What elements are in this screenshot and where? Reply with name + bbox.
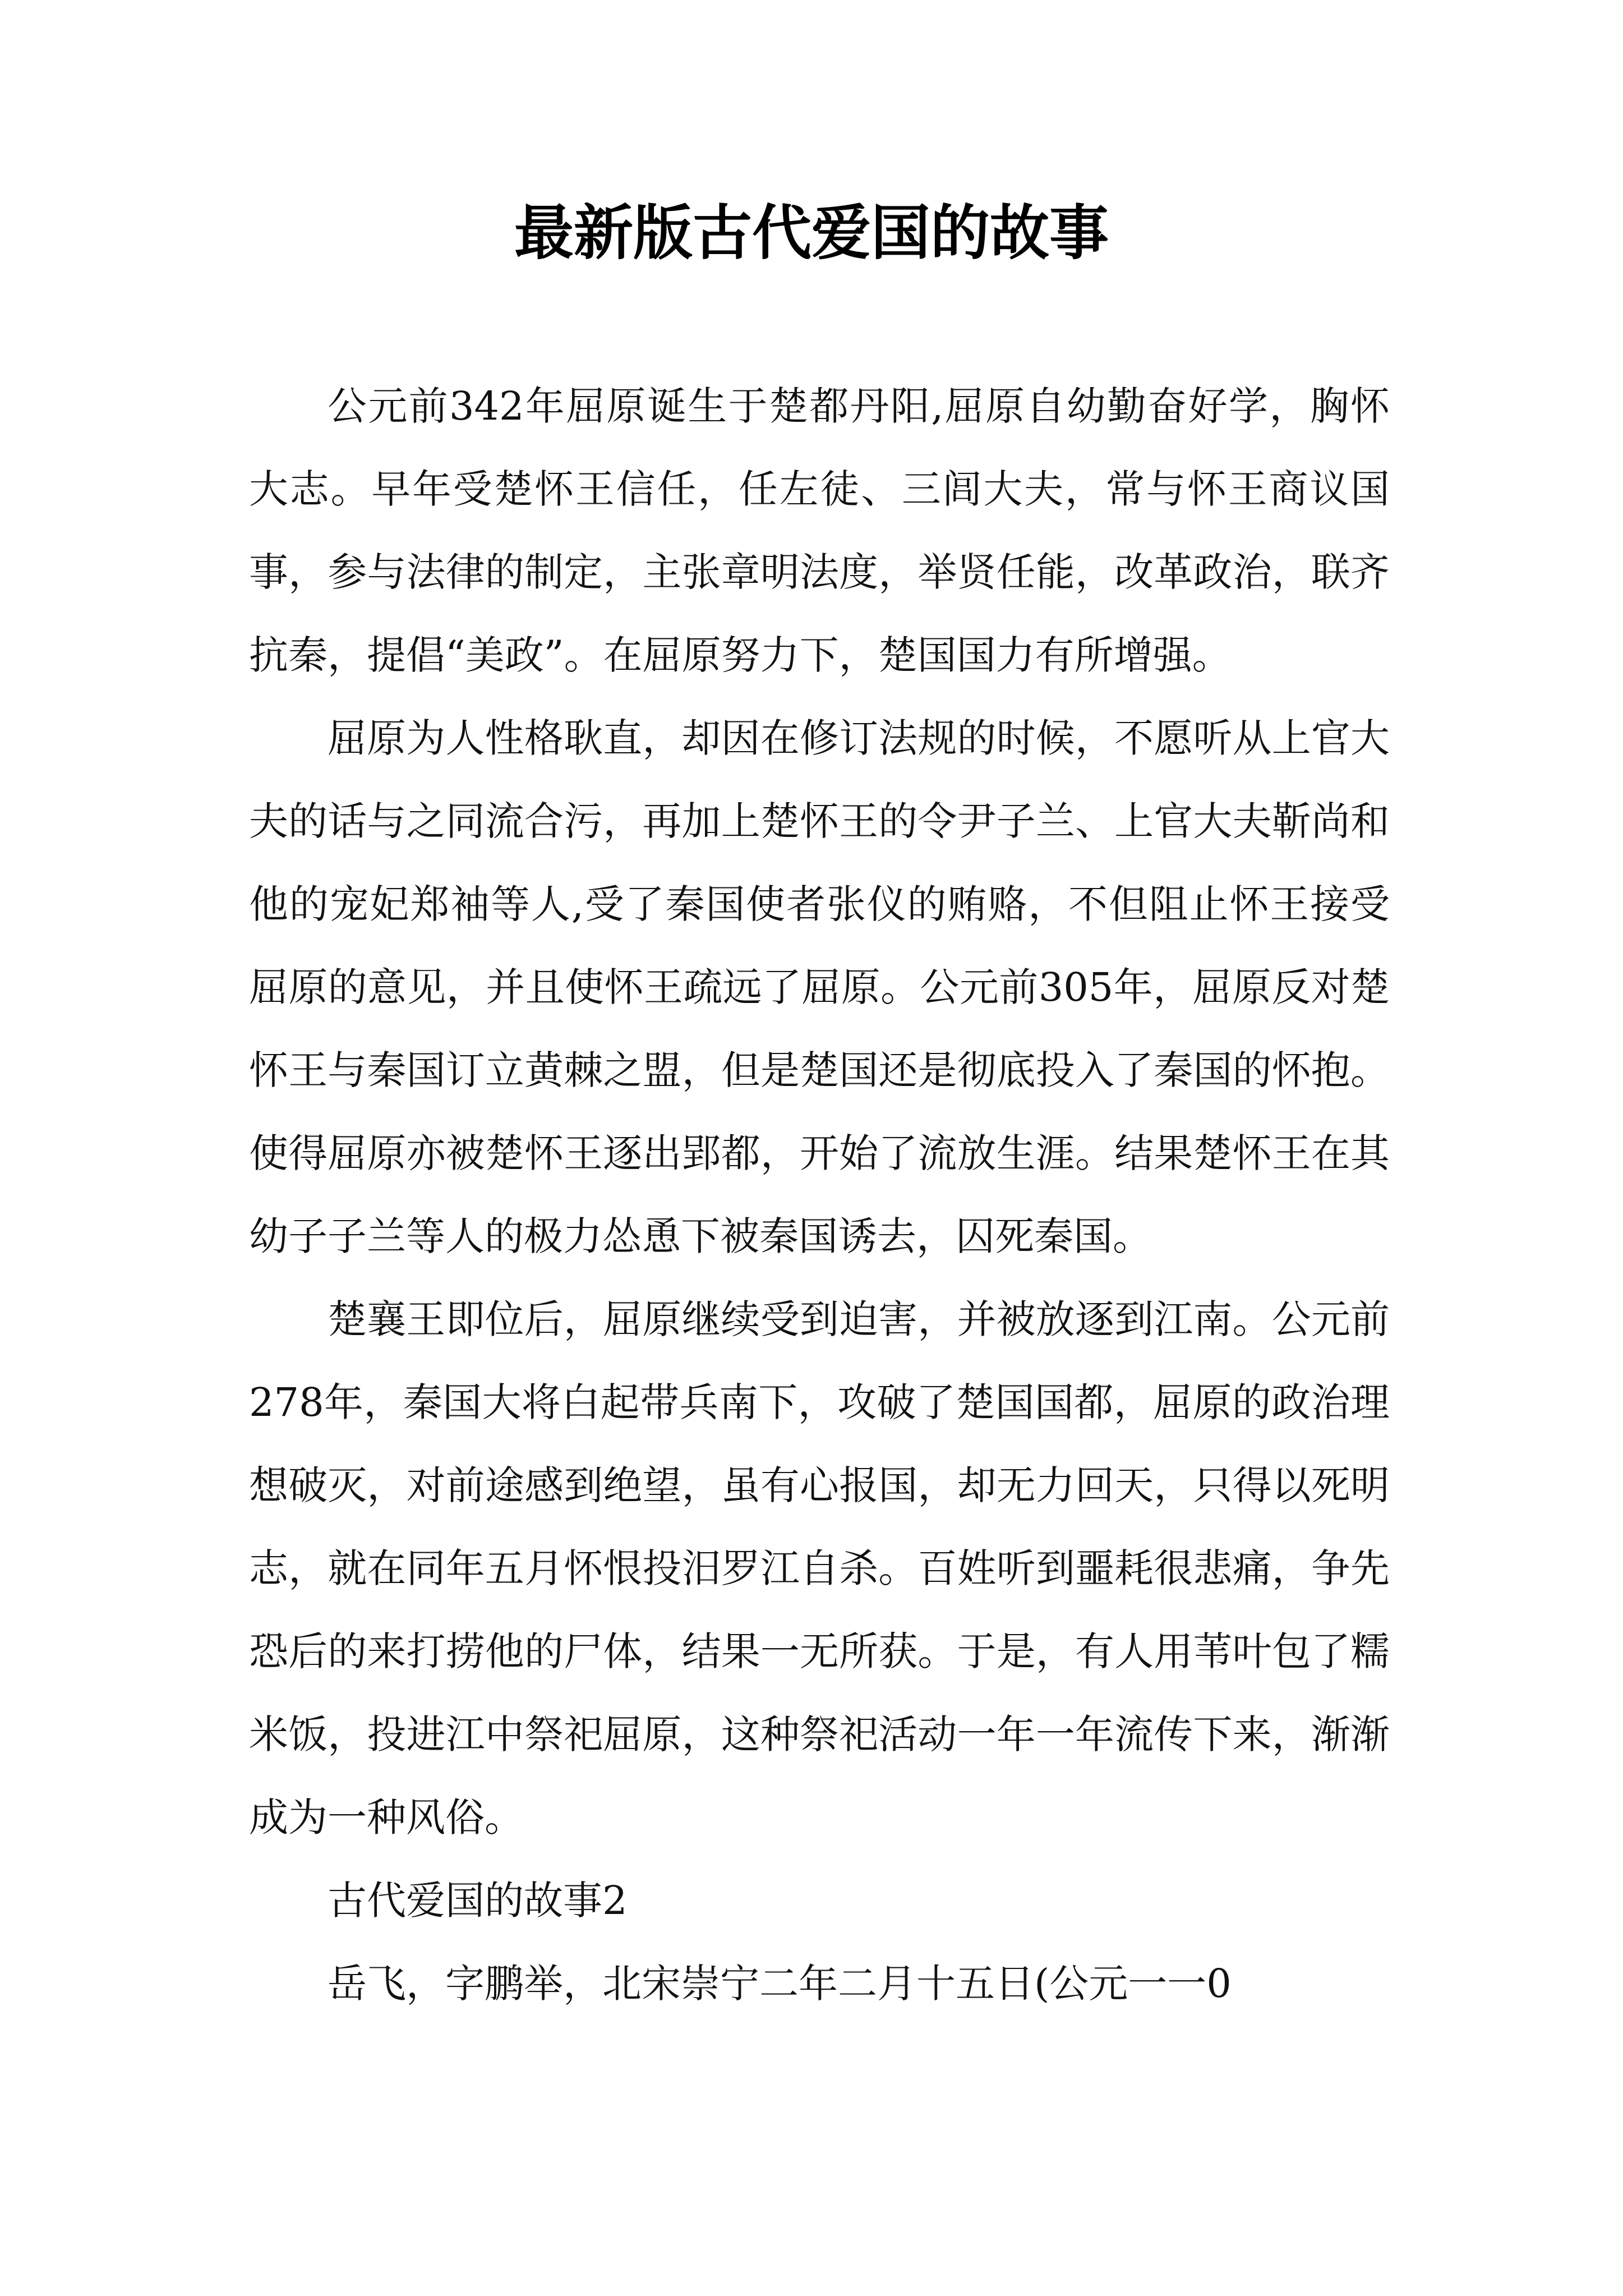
paragraph-qu-yuan-exile: 屈原为人性格耿直，却因在修订法规的时候，不愿听从上官大夫的话与之同流合污，再加上楚怀王的令尹子兰、上官大夫靳尚和他的宠妃郑袖等人,受了秦国使者张仪的贿赂，不但阻止怀王接受屈原的意见，并且使怀王疏远了屈原。公元前305年，屈原反对楚怀王与秦国订立黄棘之盟，但是楚国还是彻底投入了秦国的怀抱。使得屈原亦被楚怀王逐出郢都，开始了流放生涯。结果楚怀王在其幼子子兰等人的极力怂恿下被秦国诱去，囚死秦国。: [249, 715, 1390, 1259]
paragraph-qu-yuan-death: 楚襄王即位后，屈原继续受到迫害，并被放逐到江南。公元前278年，秦国大将白起带兵南下，攻破了楚国国都，屈原的政治理想破灭，对前途感到绝望，虽有心报国，却无力回天，只得以死明志，就在同年五月怀恨投汨罗江自杀。百姓听到噩耗很悲痛，争先恐后的来打捞他的尸体，结果一无所获。于是，有人用苇叶包了糯米饭，投进江中祭祀屈原，这种祭祀活动一年一年流传下来，渐渐成为一种风俗。: [249, 1296, 1390, 1841]
document-title: 最新版古代爱国的故事: [514, 197, 1109, 268]
paragraph-qu-yuan-early-life: 公元前342年屈原诞生于楚都丹阳,屈原自幼勤奋好学，胸怀大志。早年受楚怀王信任，任左徒、三闾大夫，常与怀王商议国事，参与法律的制定，主张章明法度，举贤任能，改革政治，联齐抗秦，提倡“美政”。在屈原努力下，楚国国力有所增强。: [249, 383, 1390, 678]
document-body: [249, 365, 1390, 2025]
section-heading-story-2: 古代爱国的故事2: [328, 1878, 628, 1924]
paragraph-yue-fei-intro: 岳飞，字鹏举，北宋崇宁二年二月十五日(公元一一0: [328, 1961, 1232, 2007]
